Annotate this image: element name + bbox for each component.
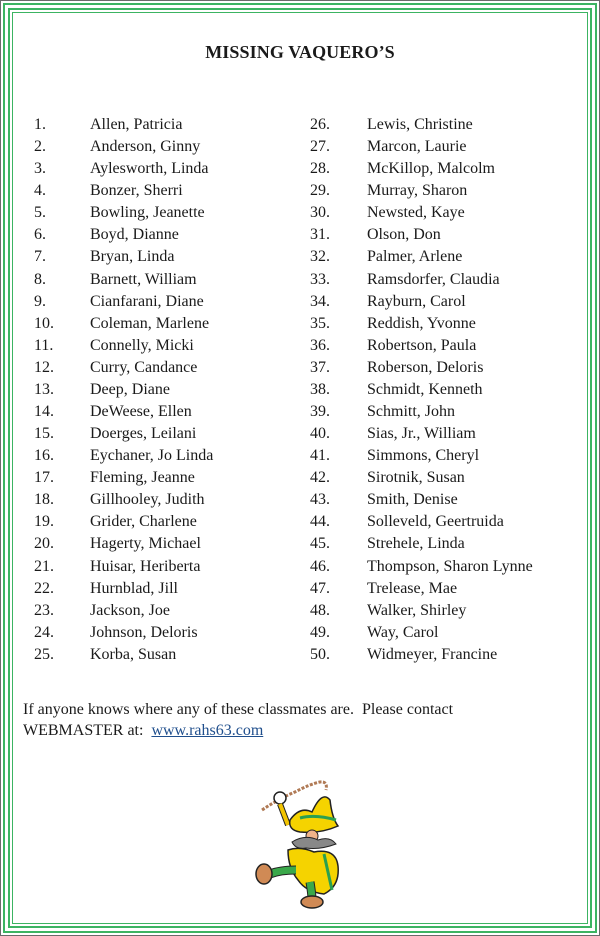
list-item-name: Johnson, Deloris bbox=[90, 623, 198, 641]
list-item-number: 5. bbox=[34, 204, 46, 222]
vaquero-mascot-icon bbox=[240, 770, 360, 910]
list-item-number: 41. bbox=[310, 447, 330, 465]
list-item-number: 2. bbox=[34, 138, 46, 156]
list-item-number: 22. bbox=[34, 579, 54, 597]
list-item-name: Anderson, Ginny bbox=[90, 138, 201, 156]
list-item-name: Way, Carol bbox=[367, 623, 439, 641]
list-item-number: 4. bbox=[34, 182, 46, 200]
list-item-name: Solleveld, Geertruida bbox=[367, 513, 504, 531]
list-item-name: Bryan, Linda bbox=[90, 248, 175, 266]
list-item-number: 3. bbox=[34, 160, 46, 178]
list-item-number: 17. bbox=[34, 469, 54, 487]
list-item-number: 9. bbox=[34, 292, 46, 310]
list-item-name: Doerges, Leilani bbox=[90, 425, 197, 443]
list-item-name: Sias, Jr., William bbox=[367, 425, 476, 443]
list-item-name: Korba, Susan bbox=[90, 645, 177, 663]
list-item-name: Jackson, Joe bbox=[90, 601, 170, 619]
list-item-number: 27. bbox=[310, 138, 330, 156]
list-item-number: 6. bbox=[34, 226, 46, 244]
list-item-number: 19. bbox=[34, 513, 54, 531]
list-item-number: 39. bbox=[310, 403, 330, 421]
list-item-number: 49. bbox=[310, 623, 330, 641]
list-item-name: Deep, Diane bbox=[90, 380, 170, 398]
list-item-name: Olson, Don bbox=[367, 226, 441, 244]
list-item-number: 32. bbox=[310, 248, 330, 266]
list-item-number: 13. bbox=[34, 380, 54, 398]
list-item-name: Allen, Patricia bbox=[90, 116, 183, 133]
list-item-name: Reddish, Yvonne bbox=[367, 314, 476, 332]
list-item-name: Gillhooley, Judith bbox=[90, 491, 205, 509]
list-item-number: 14. bbox=[34, 403, 54, 421]
list-item-name: Widmeyer, Francine bbox=[367, 645, 498, 663]
list-item-name: Aylesworth, Linda bbox=[90, 160, 209, 178]
list-item-number: 33. bbox=[310, 270, 330, 288]
list-item-name: Marcon, Laurie bbox=[367, 138, 467, 156]
list-item-name: Rayburn, Carol bbox=[367, 292, 466, 310]
list-item-name: Robertson, Paula bbox=[367, 336, 477, 354]
list-item-name: Lewis, Christine bbox=[367, 116, 473, 133]
list-item-number: 15. bbox=[34, 425, 54, 443]
list-item-name: Schmitt, John bbox=[367, 403, 456, 421]
list-item-number: 12. bbox=[34, 358, 54, 376]
list-item-name: Roberson, Deloris bbox=[367, 358, 484, 376]
list-item-number: 28. bbox=[310, 160, 330, 178]
list-item-name: Murray, Sharon bbox=[367, 182, 468, 200]
list-item-name: Huisar, Heriberta bbox=[90, 557, 201, 575]
list-item-name: Coleman, Marlene bbox=[90, 314, 210, 332]
list-item-number: 1. bbox=[34, 116, 46, 133]
list-item-name: Eychaner, Jo Linda bbox=[90, 447, 214, 465]
list-item-number: 37. bbox=[310, 358, 330, 376]
list-item-name: Boyd, Dianne bbox=[90, 226, 179, 244]
list-item-number: 43. bbox=[310, 491, 330, 509]
list-item-number: 7. bbox=[34, 248, 46, 266]
list-item-name: Bonzer, Sherri bbox=[90, 182, 183, 200]
list-item-number: 42. bbox=[310, 469, 330, 487]
list-item-number: 25. bbox=[34, 645, 54, 663]
list-item-number: 26. bbox=[310, 116, 330, 133]
list-item-number: 36. bbox=[310, 336, 330, 354]
list-item-name: Strehele, Linda bbox=[367, 535, 465, 553]
webmaster-link[interactable]: www.rahs63.com bbox=[151, 722, 264, 739]
list-item-number: 21. bbox=[34, 557, 54, 575]
list-item-number: 50. bbox=[310, 645, 330, 663]
list-item-number: 20. bbox=[34, 535, 54, 553]
list-item-name: Hagerty, Michael bbox=[90, 535, 201, 553]
list-item-number: 47. bbox=[310, 579, 330, 597]
contact-note-prefix: WEBMASTER at: bbox=[23, 722, 152, 739]
list-item-number: 30. bbox=[310, 204, 330, 222]
list-item-number: 34. bbox=[310, 292, 330, 310]
list-item-name: Palmer, Arlene bbox=[367, 248, 463, 266]
list-item-name: Hurnblad, Jill bbox=[90, 579, 178, 597]
list-item-number: 11. bbox=[34, 336, 54, 354]
list-item-name: Schmidt, Kenneth bbox=[367, 380, 483, 398]
list-item-number: 10. bbox=[34, 314, 54, 332]
list-item-number: 24. bbox=[34, 623, 54, 641]
list-item-number: 45. bbox=[310, 535, 330, 553]
list-item-number: 23. bbox=[34, 601, 54, 619]
list-item-name: Barnett, William bbox=[90, 270, 197, 288]
list-item-number: 31. bbox=[310, 226, 330, 244]
list-item-name: Sirotnik, Susan bbox=[367, 469, 465, 487]
list-item-name: Walker, Shirley bbox=[367, 601, 467, 619]
list-item-number: 8. bbox=[34, 270, 46, 288]
list-item-name: Smith, Denise bbox=[367, 491, 458, 509]
list-item-name: Cianfarani, Diane bbox=[90, 292, 204, 310]
list-item-name: Grider, Charlene bbox=[90, 513, 197, 531]
list-item-name: Fleming, Jeanne bbox=[90, 469, 195, 487]
list-item-name: Trelease, Mae bbox=[367, 579, 458, 597]
contact-note-line2 bbox=[23, 720, 583, 741]
list-item-name: Ramsdorfer, Claudia bbox=[367, 270, 500, 288]
list-item-number: 29. bbox=[310, 182, 330, 200]
list-item-name: Connelly, Micki bbox=[90, 336, 194, 354]
list-item-number: 48. bbox=[310, 601, 330, 619]
list-item-name: Curry, Candance bbox=[90, 358, 198, 376]
contact-note-line1: If anyone knows where any of these classmates are. Please contact bbox=[23, 701, 454, 718]
list-item-number: 46. bbox=[310, 557, 330, 575]
list-item-number: 40. bbox=[310, 425, 330, 443]
list-item-name: Thompson, Sharon Lynne bbox=[367, 557, 533, 575]
list-item-name: Newsted, Kaye bbox=[367, 204, 465, 222]
list-item-name: Simmons, Cheryl bbox=[367, 447, 480, 465]
contact-note bbox=[23, 699, 583, 741]
list-item-name: McKillop, Malcolm bbox=[367, 160, 495, 178]
page-title: MISSING VAQUERO’S bbox=[205, 42, 395, 62]
list-item-number: 44. bbox=[310, 513, 330, 531]
list-item-number: 16. bbox=[34, 447, 54, 465]
list-item-number: 18. bbox=[34, 491, 54, 509]
list-item-number: 35. bbox=[310, 314, 330, 332]
list-item-name: Bowling, Jeanette bbox=[90, 204, 205, 222]
list-item-number: 38. bbox=[310, 380, 330, 398]
list-item-name: DeWeese, Ellen bbox=[90, 403, 192, 421]
